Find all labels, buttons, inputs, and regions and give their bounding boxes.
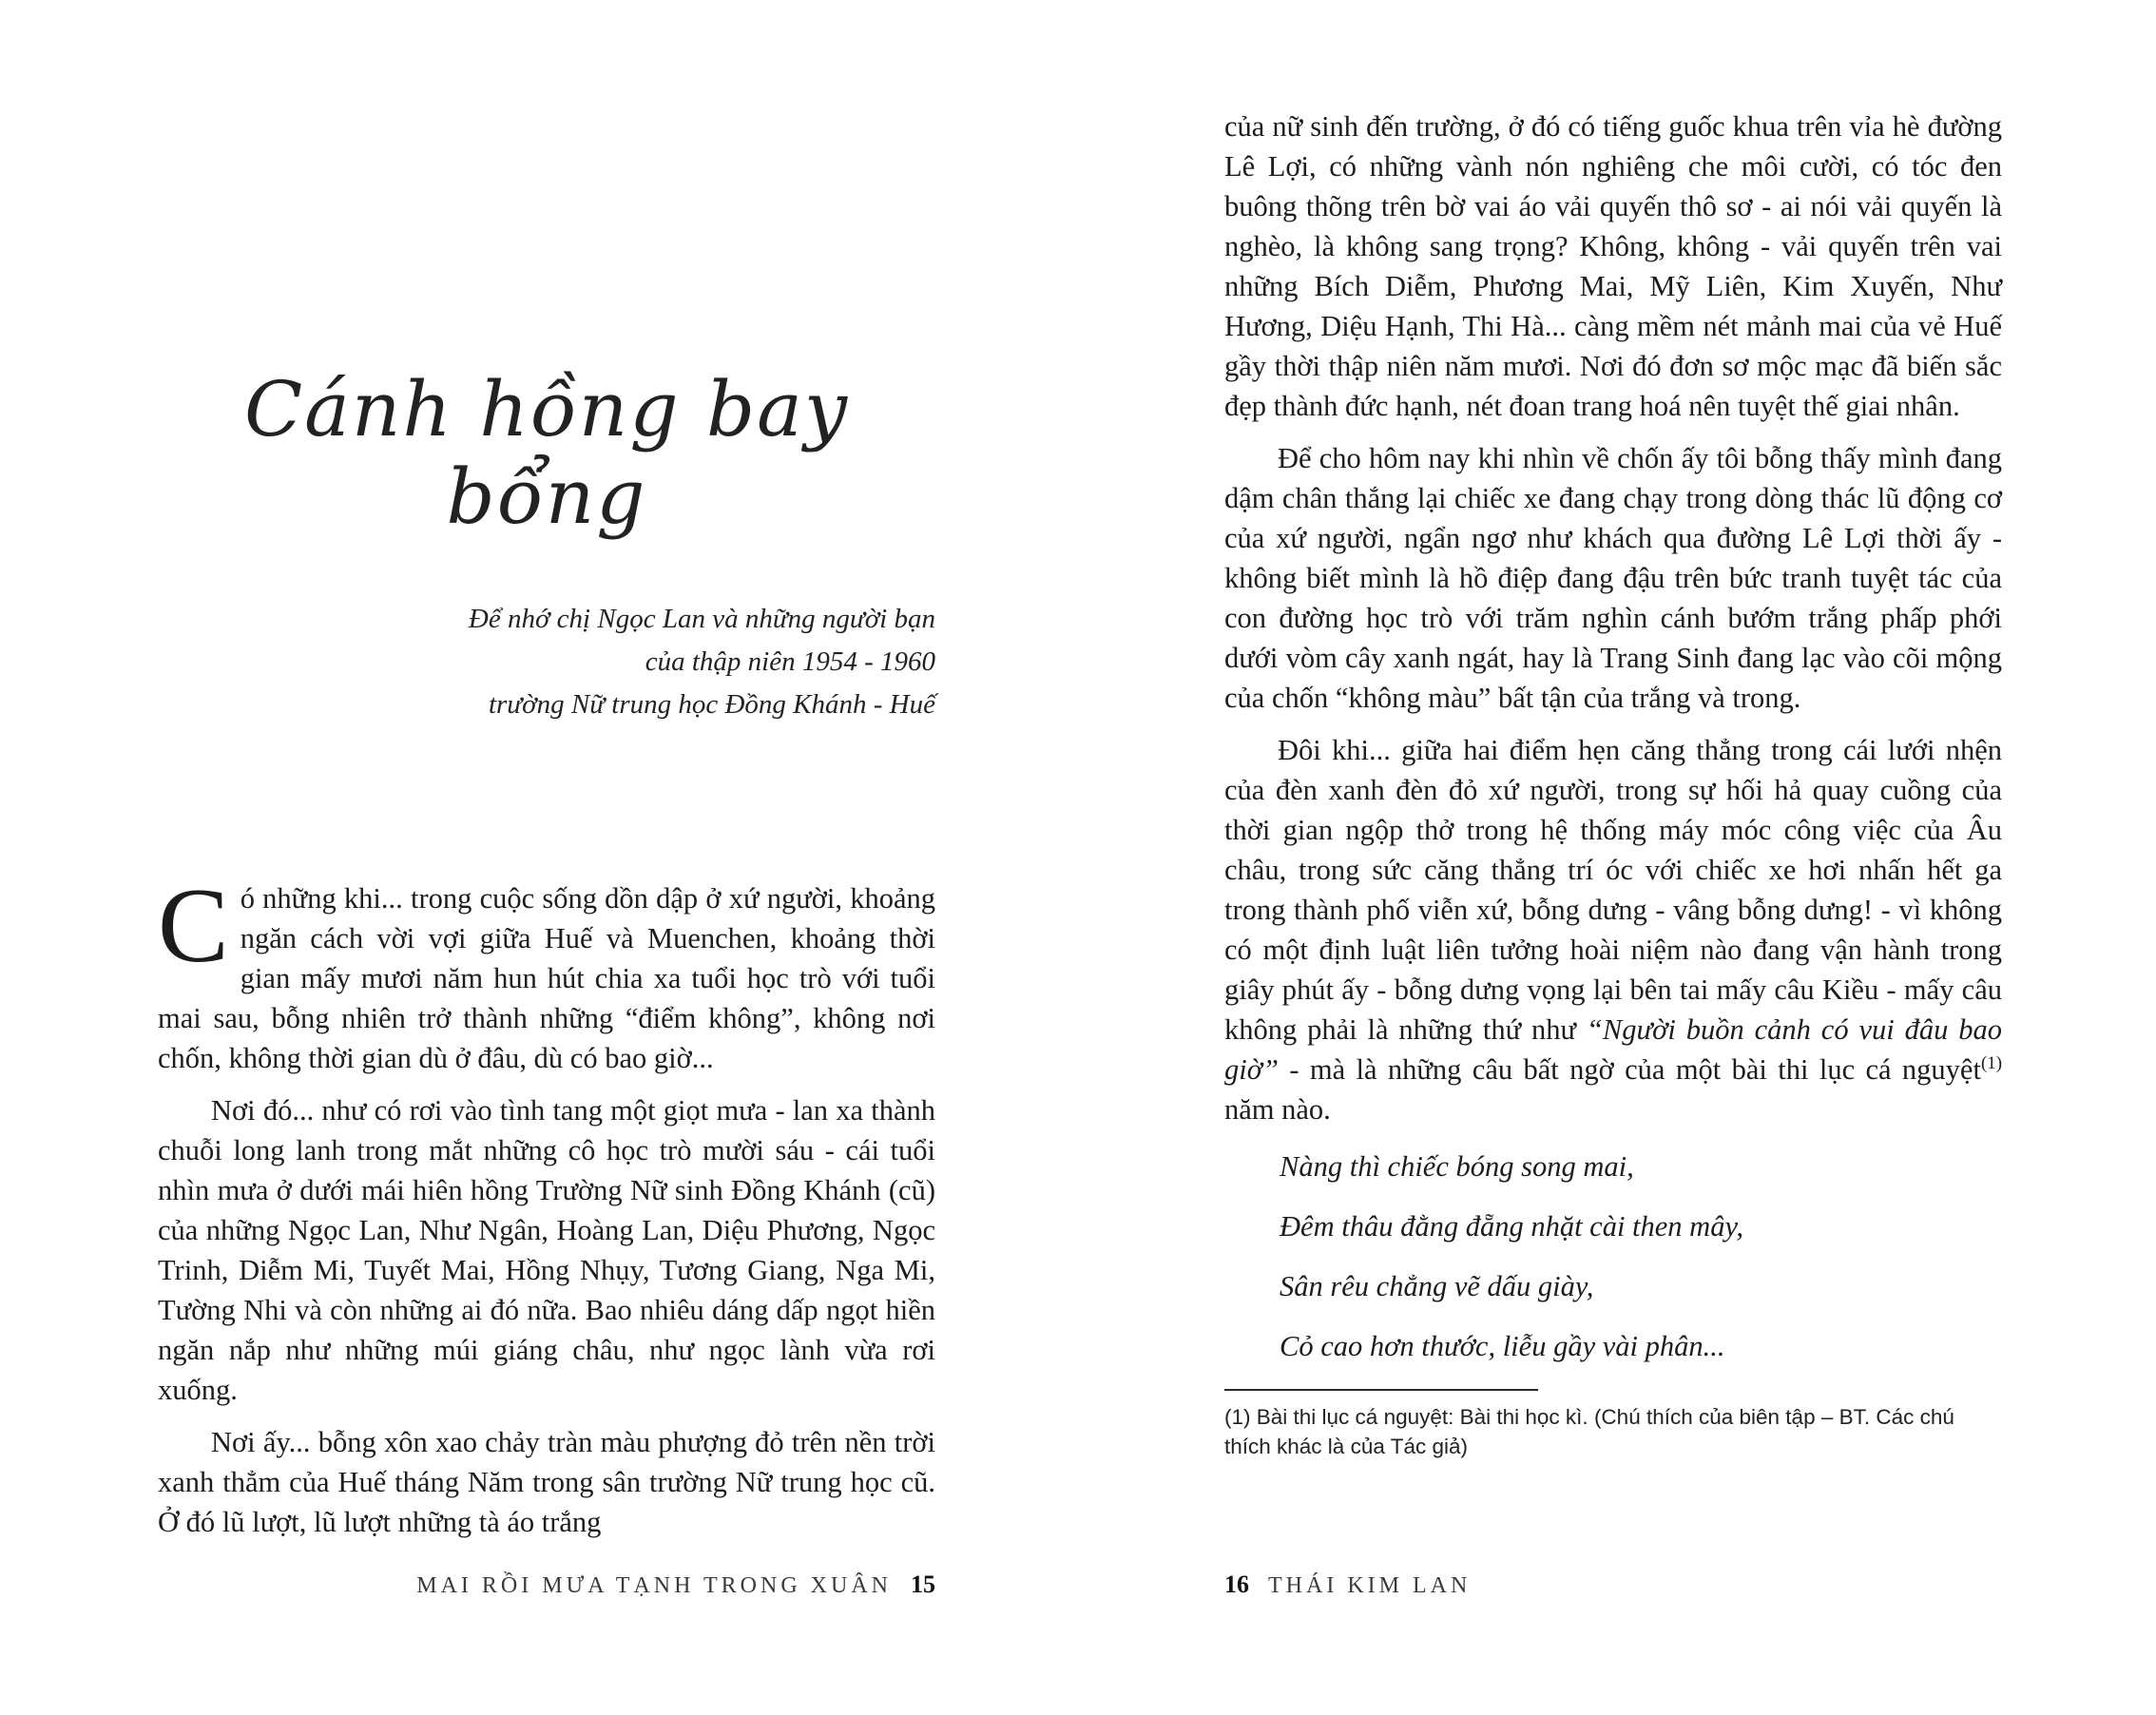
footnote-reference: (1) xyxy=(1980,1052,2002,1073)
dedication xyxy=(158,598,935,726)
page-right xyxy=(1224,0,2002,1715)
footnote-divider xyxy=(1224,1389,1538,1391)
left-page-footer xyxy=(158,1570,935,1599)
paragraph xyxy=(1224,106,2002,426)
footnote-block xyxy=(1224,1389,2002,1461)
paragraph xyxy=(1224,730,2002,1129)
italic-quote: “Người buồn cảnh có vui đâu bao giờ” xyxy=(1224,1013,2002,1086)
paragraph xyxy=(158,867,935,1078)
page-number-right: 16 xyxy=(1224,1570,1249,1598)
page-number-left: 15 xyxy=(911,1570,935,1598)
page-left xyxy=(158,0,935,1715)
text-line: Cỏ cao hơn thước, liễu gầy vài phân... xyxy=(1280,1330,1725,1362)
text-run: năm nào. xyxy=(1224,1093,1331,1126)
right-page-body xyxy=(1224,106,2002,1129)
text-run: Nơi ấy... bỗng xôn xao chảy tràn màu phượng đỏ trên nền trời xanh thẳm của Huế tháng Năm trong sân trường Nữ trung học cũ. Ở đó lũ lượt, lũ lượt những tà áo trắng xyxy=(158,1426,935,1538)
chapter-title: Cánh hồng bay bổng xyxy=(243,365,850,541)
poem-quote xyxy=(1280,1147,2002,1366)
drop-cap: C xyxy=(158,867,229,985)
text-run: của nữ sinh đến trường, ở đó có tiếng guốc khua trên vỉa hè đường Lê Lợi, có những vành nón nghiêng che môi cười, có tóc đen buông thõng trên bờ vai áo vải quyến thô sơ - ai nói vải quyến là nghèo, là không sang trọng? Không, không - vải quyến trên vai những Bích Diễm, Phương Mai, Mỹ Liên, Kim Xuyến, Như Hương, Diệu Hạnh, Thi Hà... càng mềm nét mảnh mai của vẻ Huế gầy thời thập niên năm mươi. Nơi đó đơn sơ mộc mạc đã biến sắc đẹp thành đức hạnh, nét đoan trang hoá nên tuyệt thế giai nhân. xyxy=(1224,110,2002,422)
paragraph xyxy=(158,1090,935,1410)
left-page-body xyxy=(158,867,935,1542)
running-title: MAI RỒI MƯA TẠNH TRONG XUÂN xyxy=(416,1573,892,1598)
text-line: trường Nữ trung học Đồng Khánh - Huế xyxy=(488,689,935,720)
text-line: Đêm thâu đằng đẵng nhặt cài then mây, xyxy=(1280,1210,1743,1243)
text-line: Sân rêu chẳng vẽ dấu giày, xyxy=(1280,1270,1594,1302)
text-run: Đôi khi... giữa hai điểm hẹn căng thẳng trong cái lưới nhện của đèn xanh đèn đỏ xứ người, trong sự hối hả quay cuồng của thời gian ngộp thở trong hệ thống máy móc công việc của Âu châu, trong sức căng thẳng trí óc với chiếc xe hơi nhấn hết ga trong thành phố viễn xứ, bỗng dưng - vâng bỗng dưng! - vì không có một định luật liên tưởng hoài niệm nào đang vận hành trong giây phút ấy - bỗng dưng vọng lại bên tai mấy câu Kiều - mấy câu không phải là những thứ như xyxy=(1224,734,2002,1046)
text-run: ó những khi... trong cuộc sống dồn dập ở xứ người, khoảng ngăn cách vời vợi giữa Huế và Muenchen, khoảng thời gian mấy mươi năm hun hút chia xa tuổi học trò với tuổi mai sau, bỗng nhiên trở thành những “điểm không”, không nơi chốn, không thời gian dù ở đâu, dù có bao giờ... xyxy=(158,882,935,1074)
text-run: - mà là những câu bất ngờ của một bài thi lục cá nguyệt xyxy=(1278,1053,1981,1086)
text-line: Nàng thì chiếc bóng song mai, xyxy=(1280,1150,1634,1183)
paragraph xyxy=(1224,438,2002,718)
footnote-text: (1) Bài thi lục cá nguyệt: Bài thi học kì. (Chú thích của biên tập – BT. Các chú thích khác là của Tác giả) xyxy=(1224,1405,1954,1458)
author-name: THÁI KIM LAN xyxy=(1268,1573,1472,1598)
text-run: Để cho hôm nay khi nhìn về chốn ấy tôi bỗng thấy mình đang dậm chân thắng lại chiếc xe đang chạy trong dòng thác lũ động cơ của xứ người, ngẩn ngơ như khách qua đường Lê Lợi thời ấy - không biết mình là hồ điệp đang đậu trên bức tranh tuyệt tác của con đường học trò với trăm nghìn cánh bướm trắng phấp phới dưới vòm cây xanh ngát, hay là Trang Sinh đang lạc vào cõi mộng của chốn “không màu” bất tận của trắng và trong. xyxy=(1224,442,2002,714)
text-run: Nơi đó... như có rơi vào tình tang một giọt mưa - lan xa thành chuỗi long lanh trong mắt những cô học trò mười sáu - cái tuổi nhìn mưa ở dưới mái hiên hồng Trường Nữ sinh Đồng Khánh (cũ) của những Ngọc Lan, Như Ngân, Hoàng Lan, Diệu Phương, Ngọc Trinh, Diễm Mi, Tuyết Mai, Hồng Nhụy, Tương Giang, Nga Mi, Tường Nhi và còn những ai đó nữa. Bao nhiêu dáng dấp ngọt hiền ngăn nắp như những múi giáng châu, như ngọc lành vừa rơi xuống. xyxy=(158,1094,935,1406)
text-line: Để nhớ chị Ngọc Lan và những người bạn xyxy=(468,604,935,634)
text-line: của thập niên 1954 - 1960 xyxy=(645,646,935,677)
paragraph xyxy=(158,1422,935,1542)
right-page-footer xyxy=(1224,1570,2002,1599)
